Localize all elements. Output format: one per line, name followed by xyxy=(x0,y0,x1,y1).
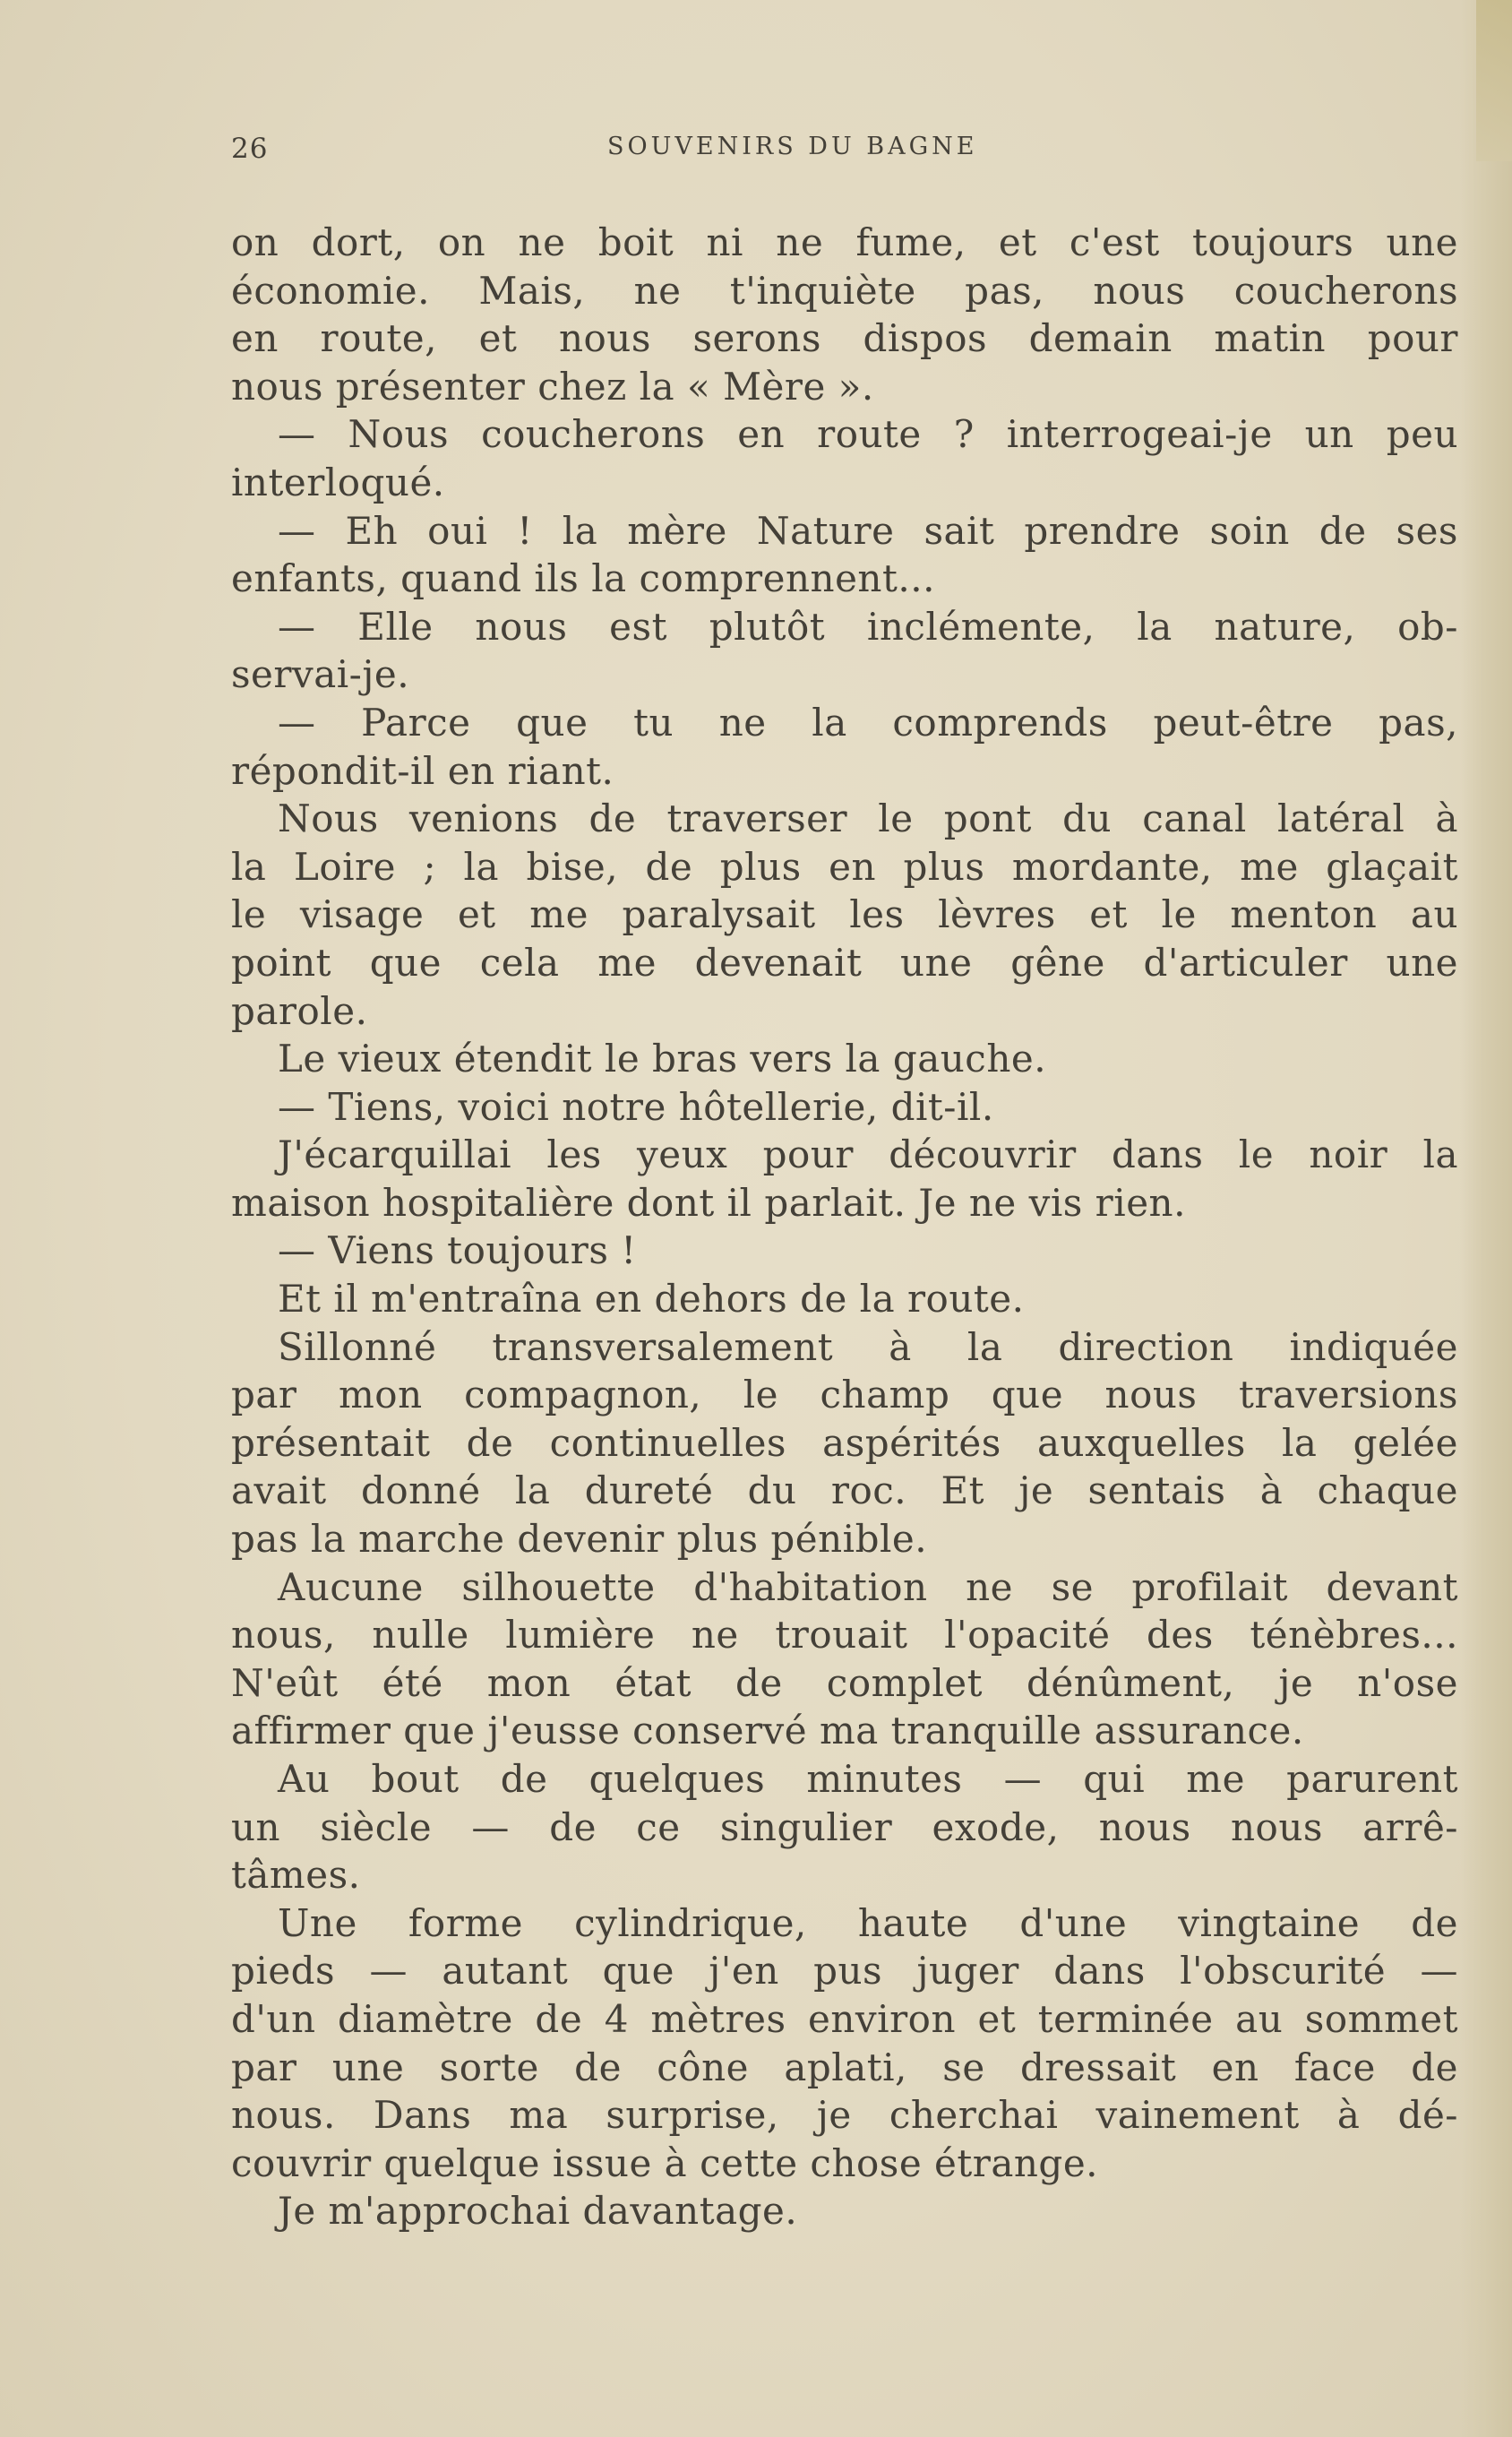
text-line: Sillonné transversalement à la direction indiquée xyxy=(278,1324,1458,1369)
text-line: pas la marche devenir plus pénible. xyxy=(231,1517,928,1562)
text-line: — Nous coucherons en route ? interrogeai-je un peu xyxy=(278,412,1458,457)
text-line: économie. Mais, ne t'inquiète pas, nous coucherons xyxy=(231,268,1458,313)
text-line: Le vieux étendit le bras vers la gauche. xyxy=(278,1037,1047,1081)
text-line: tâmes. xyxy=(231,1853,361,1898)
text-line: un siècle — de ce singulier exode, nous nous arrê- xyxy=(231,1804,1458,1849)
text-line: — Eh oui ! la mère Nature sait prendre soin de ses xyxy=(278,508,1458,553)
text-line: d'un diamètre de 4 mètres environ et terminée au sommet xyxy=(231,1996,1458,2041)
text-line: en route, et nous serons dispos demain matin pour xyxy=(231,316,1458,361)
text-line: par une sorte de cône aplati, se dressait en face de xyxy=(231,2045,1458,2089)
text-line: N'eût été mon état de complet dénûment, je n'ose xyxy=(231,1660,1458,1705)
text-line: — Tiens, voici notre hôtellerie, dit-il. xyxy=(278,1084,994,1129)
text-line: Au bout de quelques minutes — qui me parurent xyxy=(278,1757,1458,1801)
text-line: interloqué. xyxy=(231,460,445,504)
text-line: présentait de continuelles aspérités auxquelles la gelée xyxy=(231,1420,1458,1465)
text-line: Nous venions de traverser le pont du canal latéral à xyxy=(278,797,1458,841)
page-edge-stain xyxy=(1476,0,1512,161)
text-line: couvrir quelque issue à cette chose étrange. xyxy=(231,2140,1099,2185)
text-line: servai-je. xyxy=(231,652,410,697)
text-line: la Loire ; la bise, de plus en plus mordante, me glaçait xyxy=(231,844,1458,889)
page-edge-shadow xyxy=(1460,0,1512,2437)
text-line: le visage et me paralysait les lèvres et le menton au xyxy=(231,892,1458,937)
text-line: Aucune silhouette d'habitation ne se profilait devant xyxy=(278,1564,1458,1609)
text-line: enfants, quand ils la comprennent... xyxy=(231,556,935,601)
text-line: parole. xyxy=(231,988,368,1033)
text-line: J'écarquillai les yeux pour découvrir dans le noir la xyxy=(278,1132,1458,1177)
page-header xyxy=(231,133,1458,168)
text-line: avait donné la dureté du roc. Et je sentais à chaque xyxy=(231,1468,1458,1513)
text-line: nous présenter chez la « Mère ». xyxy=(231,364,874,409)
text-line: — Elle nous est plutôt inclémente, la nature, ob- xyxy=(278,604,1458,649)
text-line: répondit-il en riant. xyxy=(231,748,614,793)
text-line: par mon compagnon, le champ que nous traversions xyxy=(231,1373,1458,1417)
text-line: on dort, on ne boit ni ne fume, et c'est toujours une xyxy=(231,220,1458,264)
text-line: nous. Dans ma surprise, je cherchai vainement à dé- xyxy=(231,2093,1458,2138)
running-title: SOUVENIRS DU BAGNE xyxy=(607,133,978,160)
text-line: pieds — autant que j'en pus juger dans l'obscurité — xyxy=(231,1949,1458,1994)
text-line: nous, nulle lumière ne trouait l'opacité des ténèbres... xyxy=(231,1613,1458,1658)
text-line: — Parce que tu ne la comprends peut-être pas, xyxy=(278,700,1458,745)
text-line: point que cela me devenait une gêne d'articuler une xyxy=(231,940,1458,985)
text-line: affirmer que j'eusse conservé ma tranquille assurance. xyxy=(231,1709,1304,1753)
text-line: — Viens toujours ! xyxy=(278,1228,637,1273)
body-text xyxy=(231,219,1458,2235)
page-number: 26 xyxy=(231,133,269,165)
text-line: Je m'approchai davantage. xyxy=(278,2189,798,2234)
text-line: Une forme cylindrique, haute d'une vingtaine de xyxy=(278,1900,1458,1945)
text-line: Et il m'entraîna en dehors de la route. xyxy=(278,1277,1025,1322)
text-line: maison hospitalière dont il parlait. Je ne vis rien. xyxy=(231,1180,1186,1225)
